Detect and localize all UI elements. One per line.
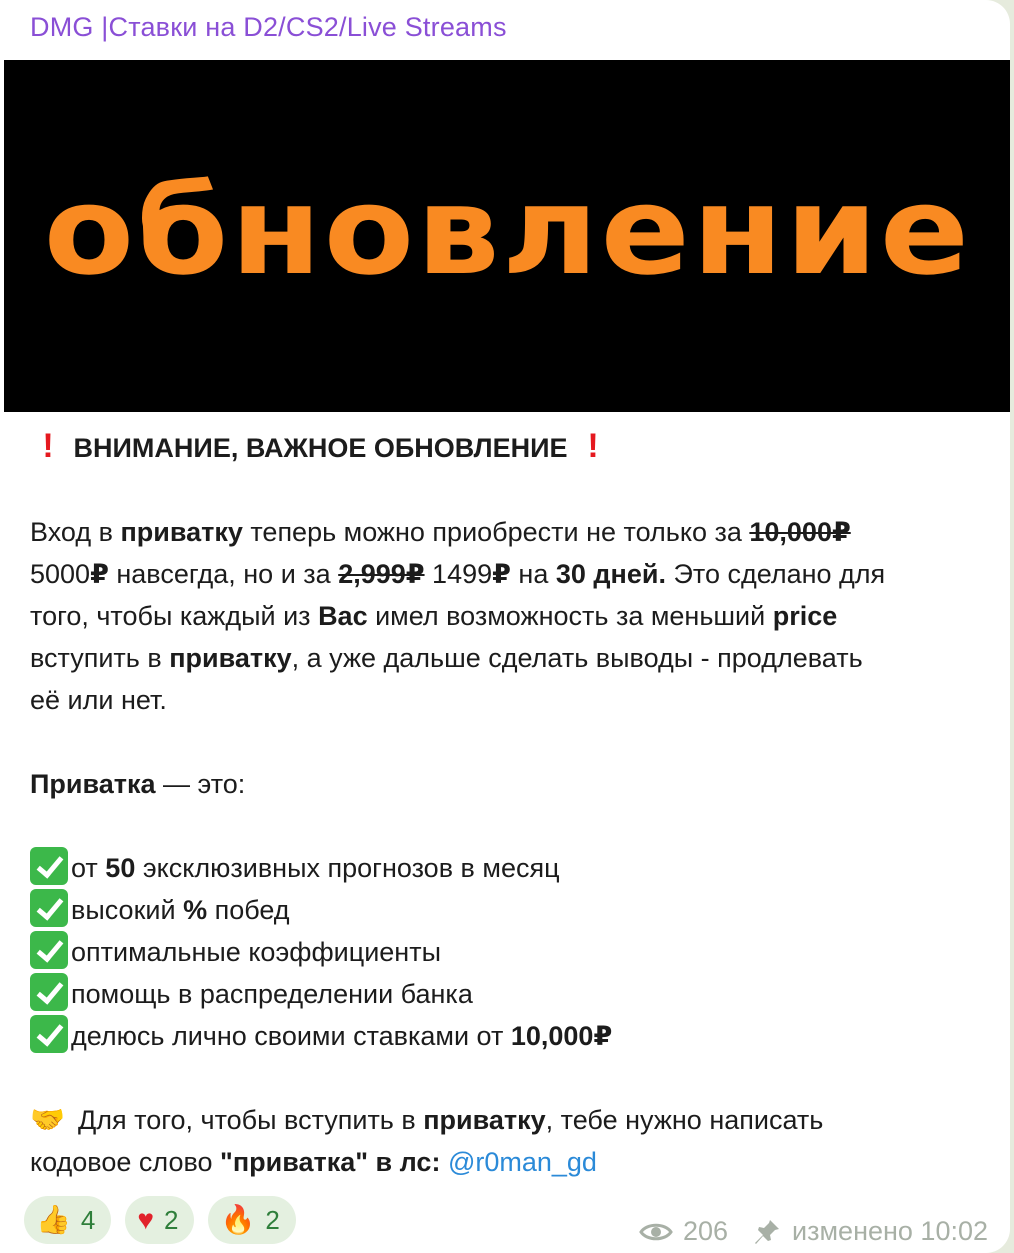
text-span: эксклюзивных прогнозов в месяц xyxy=(135,853,560,883)
check-mark-icon xyxy=(30,889,68,927)
bold-text: ₽ xyxy=(492,559,511,589)
text-span: навсегда, но и за xyxy=(108,559,339,589)
feature-item xyxy=(30,847,990,889)
reaction-heart[interactable] xyxy=(125,1196,194,1244)
old-price: 2,999₽ xyxy=(338,559,425,589)
exclamation-icon: ! xyxy=(587,427,599,465)
reaction-count: 4 xyxy=(80,1204,96,1235)
eye-icon xyxy=(639,1221,673,1243)
reaction-count: 2 xyxy=(163,1204,179,1235)
message-text xyxy=(30,425,990,1183)
private-title-line xyxy=(30,763,990,805)
bold-text: price xyxy=(772,601,838,631)
text-span: её или нет. xyxy=(30,685,167,715)
edited-label: изменено 10:02 xyxy=(792,1216,988,1246)
reaction-fire[interactable] xyxy=(208,1196,295,1244)
view-count: 206 xyxy=(682,1216,729,1246)
text-span: 1499 xyxy=(424,559,493,589)
text-span: 5000 xyxy=(30,559,91,589)
text-span: имел возможность за меньший xyxy=(367,601,773,631)
text-span: на xyxy=(510,559,556,589)
text-span: того, чтобы каждый из xyxy=(30,601,319,631)
bold-text: приватку xyxy=(169,643,292,673)
text-span: побед xyxy=(207,895,290,925)
text-span: вступить в xyxy=(30,643,170,673)
message-meta xyxy=(639,1216,988,1247)
text-span xyxy=(440,1147,448,1177)
exclamation-icon: ! xyxy=(42,427,54,465)
fire-icon: 🔥 xyxy=(220,1204,256,1235)
text-span: , тебе нужно написать xyxy=(545,1105,824,1135)
text-span: кодовое слово xyxy=(30,1147,221,1177)
reaction-thumbs-up[interactable] xyxy=(24,1196,111,1244)
feature-item xyxy=(30,889,990,931)
feature-item xyxy=(30,1015,990,1057)
text-span: оптимальные коэффициенты xyxy=(71,937,441,967)
bold-text: % xyxy=(183,895,208,925)
bold-text: 10,000₽ xyxy=(510,1021,613,1051)
text-span: помощь в распределении банка xyxy=(71,979,473,1009)
check-mark-icon xyxy=(30,847,68,885)
pin-icon xyxy=(752,1217,782,1247)
text-span: делюсь лично своими ставками от xyxy=(71,1021,511,1051)
check-mark-icon xyxy=(30,931,68,969)
heart-icon: ♥ xyxy=(137,1204,154,1235)
bold-text: 50 xyxy=(105,853,136,883)
feature-item xyxy=(30,931,990,973)
thumbs-up-icon: 👍 xyxy=(36,1204,71,1235)
bold-text: "приватка" в лс: xyxy=(220,1147,441,1177)
heading-text: ВНИМАНИЕ, ВАЖНОЕ ОБНОВЛЕНИЕ xyxy=(73,433,568,463)
paragraph-line xyxy=(30,511,990,553)
bold-text: 30 дней. xyxy=(555,559,666,589)
text-span: Это сделано для xyxy=(665,559,886,589)
paragraph-line xyxy=(30,637,990,679)
bold-text: Приватка xyxy=(30,769,156,799)
banner-text: обновление xyxy=(43,160,971,302)
text-span: Для того, чтобы вступить в xyxy=(78,1105,424,1135)
heading-line xyxy=(30,425,990,469)
cta-line xyxy=(30,1141,990,1183)
feature-item xyxy=(30,973,990,1015)
old-price: 10,000₽ xyxy=(749,517,851,547)
feature-list xyxy=(30,847,990,1057)
bold-text: приватку xyxy=(423,1105,546,1135)
paragraph-line xyxy=(30,595,990,637)
paragraph-line xyxy=(30,553,990,595)
paragraph-line xyxy=(30,679,990,721)
text-span: теперь можно приобрести не только за xyxy=(242,517,750,547)
text-span: высокий xyxy=(71,895,184,925)
post-banner-image[interactable] xyxy=(4,60,1010,412)
text-span: от xyxy=(71,853,106,883)
text-span: — это: xyxy=(155,769,246,799)
bold-text: приватку xyxy=(120,517,243,547)
text-span: Вход в xyxy=(30,517,121,547)
cta-line xyxy=(30,1099,990,1141)
reaction-count: 2 xyxy=(265,1204,280,1235)
check-mark-icon xyxy=(30,973,68,1011)
text-span: , а уже дальше сделать выводы - продлевать xyxy=(291,643,863,673)
check-mark-icon xyxy=(30,1015,68,1053)
reactions-bar xyxy=(24,1196,296,1244)
bold-text: ₽ xyxy=(90,559,109,589)
handshake-icon: 🤝 xyxy=(30,1104,65,1135)
channel-name[interactable]: DMG |Ставки на D2/CS2/Live Streams xyxy=(30,12,507,42)
username-link[interactable]: @r0man_gd xyxy=(447,1147,597,1177)
bold-text: Вас xyxy=(318,601,368,631)
